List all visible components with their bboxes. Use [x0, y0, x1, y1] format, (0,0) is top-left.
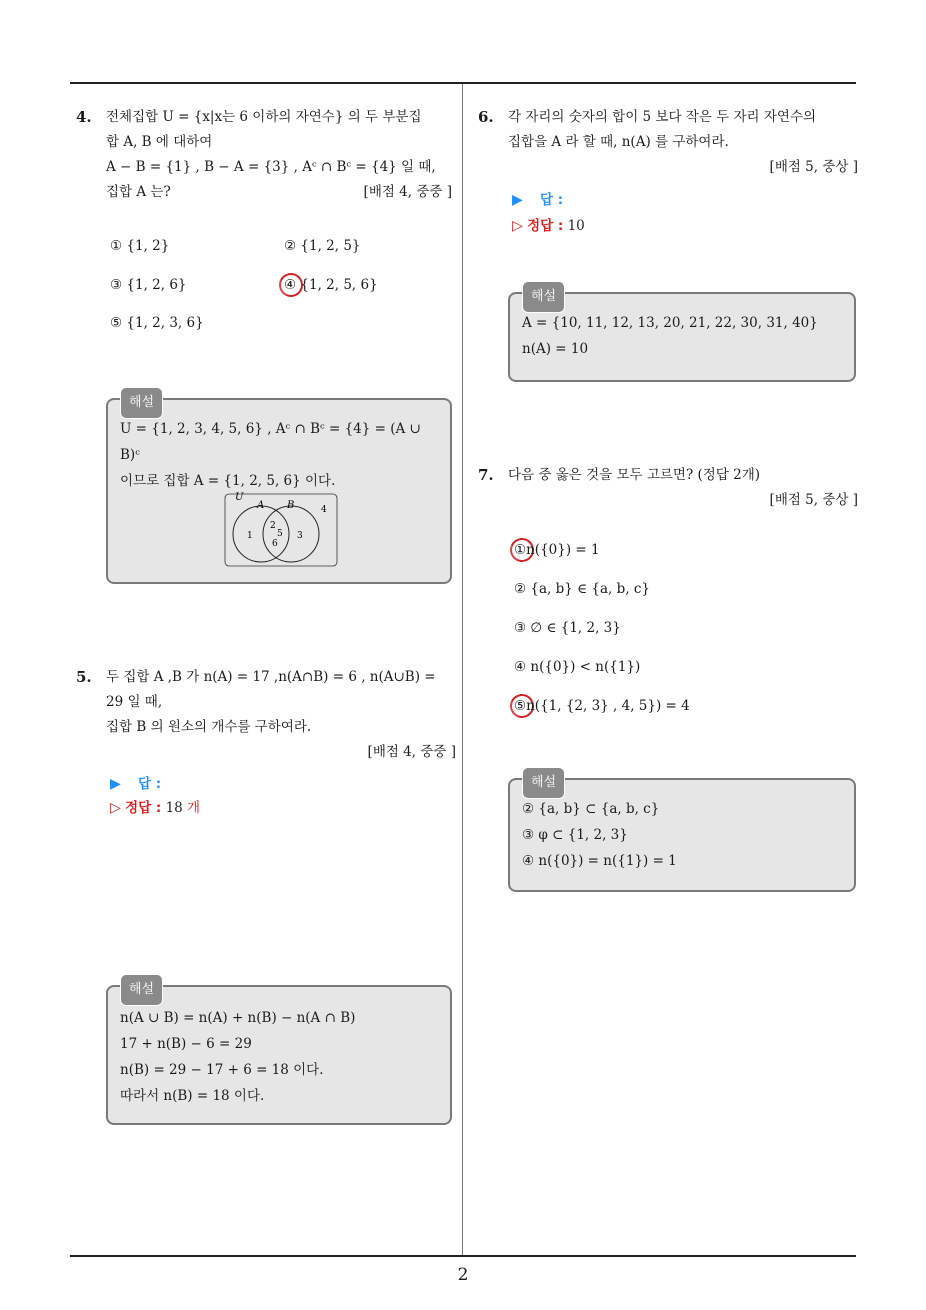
points-label: [배점 4, 중중 ] [367, 744, 456, 760]
solution-tag: 해설 [522, 767, 565, 799]
question-text-line: 집합을 A 라 할 때, n(A) 를 구하여라. [508, 134, 729, 150]
solution-line: n(A ∪ B) = n(A) + n(B) − n(A ∩ B) [120, 1010, 356, 1026]
choice-3[interactable]: ③ ∅ ∈ {1, 2, 3} [514, 620, 621, 636]
correct-arrow-icon: ▷ [110, 800, 121, 816]
correct-arrow-icon: ▷ [512, 218, 523, 234]
solution-line: n(A) = 10 [522, 341, 589, 357]
question-number: 4. [76, 108, 92, 126]
choice-4[interactable]: ④ {1, 2, 5, 6} [284, 277, 378, 293]
answer-row [512, 188, 563, 212]
venn-label-a: A [257, 500, 265, 511]
solution-box [106, 395, 452, 584]
question-number: 6. [478, 108, 494, 126]
solution-line: ④ n({0}) = n({1}) = 1 [522, 853, 677, 869]
question-text-line: 두 집합 A ,B 가 n(A) = 17 ,n(A∩B) = 6 , n(A∪B) = [106, 669, 436, 685]
solution-line: A = {10, 11, 12, 13, 20, 21, 22, 30, 31, 40} [522, 315, 818, 331]
correct-value: 18 [165, 800, 183, 816]
venn-both-5: 5 [277, 529, 283, 539]
solution-tag: 해설 [522, 281, 565, 313]
question-number: 7. [478, 466, 494, 484]
solution-line: n(B) = 29 − 17 + 6 = 18 이다. [120, 1062, 324, 1078]
solution-line: U = {1, 2, 3, 4, 5, 6} , Aᶜ ∩ Bᶜ = {4} = (A ∪ B)ᶜ [120, 421, 421, 463]
choice-1[interactable]: ①n({0}) = 1 [514, 542, 600, 558]
points-label: [배점 4, 중중 ] [363, 184, 452, 200]
question-number: 5. [76, 668, 92, 686]
page-number: 2 [457, 1265, 469, 1285]
solution-line: ② {a, b} ⊂ {a, b, c} [522, 801, 660, 817]
correct-label: 정답 : [527, 218, 564, 234]
choice-2[interactable]: ② {1, 2, 5} [284, 238, 361, 254]
question-text-line: 전체집합 U = {x|x는 6 이하의 자연수} 의 두 부분집 [106, 109, 422, 125]
points-label: [배점 5, 중상 ] [769, 159, 858, 175]
question-text-line: A − B = {1} , B − A = {3} , Aᶜ ∩ Bᶜ = {4} 일 때, [106, 159, 436, 175]
question-text-line: 합 A, B 에 대하여 [106, 134, 213, 150]
correct-answer-row [512, 214, 585, 238]
question-text-line: 집합 A 는? [106, 184, 171, 200]
choice-3[interactable]: ③ {1, 2, 6} [110, 277, 187, 293]
answer-label: 답 : [137, 776, 162, 792]
column-divider [462, 84, 463, 1256]
solution-line: ③ φ ⊂ {1, 2, 3} [522, 827, 628, 843]
question-text-line: 각 자리의 숫자의 합이 5 보다 작은 두 자리 자연수의 [508, 109, 817, 125]
question-text-line: 집합 B 의 원소의 개수를 구하여라. [106, 719, 312, 735]
solution-tag: 해설 [120, 387, 163, 419]
question-text-line: 29 일 때, [106, 694, 163, 710]
answer-row [110, 772, 161, 796]
correct-value: 10 [567, 218, 585, 234]
venn-a-only: 1 [247, 531, 253, 541]
points-label: [배점 5, 중상 ] [769, 492, 858, 508]
answer-arrow-icon: ▶ [512, 192, 523, 208]
venn-label-u: U [235, 492, 244, 503]
venn-both-2: 2 [270, 521, 276, 531]
solution-box [508, 289, 856, 382]
answer-arrow-icon: ▶ [110, 776, 121, 792]
top-rule [70, 82, 856, 84]
solution-box [106, 982, 452, 1125]
solution-tag: 해설 [120, 974, 163, 1006]
solution-line: 17 + n(B) − 6 = 29 [120, 1036, 252, 1052]
correct-answer-row [110, 796, 200, 820]
choice-2[interactable]: ② {a, b} ∈ {a, b, c} [514, 581, 651, 597]
choice-1[interactable]: ① {1, 2} [110, 238, 170, 254]
solution-line: 따라서 n(B) = 18 이다. [120, 1088, 265, 1104]
question-text-line: 다음 중 옳은 것을 모두 고르면? (정답 2개) [508, 467, 761, 483]
solution-line: 이므로 집합 A = {1, 2, 5, 6} 이다. [120, 473, 336, 489]
venn-b-only: 3 [297, 531, 303, 541]
venn-both-6: 6 [272, 539, 278, 549]
answer-label: 답 : [539, 192, 564, 208]
choice-4[interactable]: ④ n({0}) < n({1}) [514, 659, 641, 675]
choice-5[interactable]: ⑤ {1, 2, 3, 6} [110, 315, 204, 331]
choice-5[interactable]: ⑤n({1, {2, 3} , 4, 5}) = 4 [514, 698, 690, 714]
bottom-rule [70, 1255, 856, 1257]
venn-outside: 4 [321, 505, 327, 515]
solution-box [508, 775, 856, 892]
venn-label-b: B [287, 500, 295, 511]
venn-diagram [223, 490, 343, 570]
correct-unit: 개 [187, 800, 201, 816]
correct-label: 정답 : [125, 800, 162, 816]
